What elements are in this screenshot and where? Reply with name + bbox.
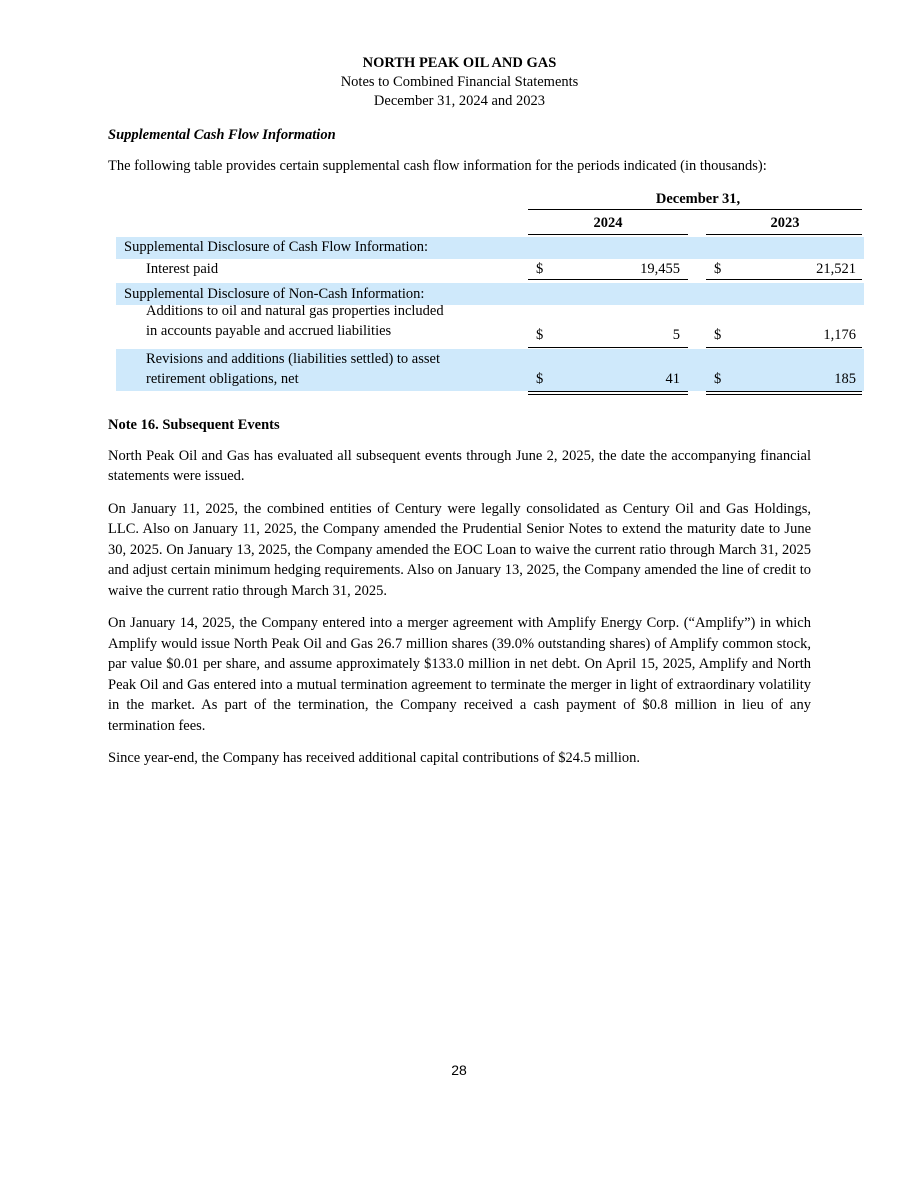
row-label-revisions-1: Revisions and additions (liabilities settled) to asset <box>146 350 440 367</box>
statement-period: December 31, 2024 and 2023 <box>373 93 546 109</box>
interest-2023: 21,521 <box>816 260 856 277</box>
currency-symbol: $ <box>714 260 722 277</box>
table-row <box>116 283 864 305</box>
interest-underline-2023 <box>706 279 862 280</box>
page-content <box>108 54 856 769</box>
statement-subtitle: Notes to Combined Financial Statements <box>340 74 579 90</box>
period-underline <box>528 209 862 210</box>
table-year-row <box>108 215 864 235</box>
row-label-additions-1: Additions to oil and natural gas properties included <box>146 302 444 319</box>
col-header-2023: 2023 <box>770 214 800 231</box>
revisions-2023: 185 <box>834 370 856 387</box>
additions-underline-2023 <box>706 347 862 348</box>
total-double-underline-2023 <box>706 391 862 395</box>
intro-paragraph: The following table provides certain supplemental cash flow information for the periods indicated (in thousands): <box>108 158 767 174</box>
additions-2024: 5 <box>672 326 680 343</box>
table-row <box>116 349 864 391</box>
revisions-2024: 41 <box>665 370 680 387</box>
period-header: December 31, <box>655 190 741 207</box>
cash-flow-table <box>108 190 856 405</box>
section-title: Supplemental Cash Flow Information <box>108 127 336 143</box>
table-row <box>116 237 864 259</box>
page-number: 28 <box>451 1062 467 1078</box>
currency-symbol: $ <box>536 326 544 343</box>
table-period-row <box>108 191 864 211</box>
year-underline-2023 <box>706 234 862 235</box>
group-label-non-cash: Supplemental Disclosure of Non-Cash Information: <box>124 285 425 302</box>
note-16-title: Note 16. Subsequent Events <box>108 416 280 433</box>
note-paragraph: On January 11, 2025, the combined entities of Century were legally consolidated as Century Oil and Gas Holdings, LLC. Also on January 11, 2025, the Company amended the Prudential Senior Notes to extend the maturity date to June 30, 2025. On January 13, 2025, the Company amended the EOC Loan to waive the current ratio through March 31, 2025 and adjust certain minimum hedging requirements. Also on January 13, 2025, the Company amended the line of credit to waive the current ratio through March 31, 2025. <box>108 500 811 599</box>
group-label-cash-flow: Supplemental Disclosure of Cash Flow Information: <box>124 238 429 255</box>
currency-symbol: $ <box>536 370 544 387</box>
additions-2023: 1,176 <box>823 326 856 343</box>
company-name: NORTH PEAK OIL AND GAS <box>362 55 557 71</box>
row-label-interest: Interest paid <box>146 260 219 277</box>
col-header-2024: 2024 <box>593 214 623 231</box>
interest-2024: 19,455 <box>640 260 680 277</box>
table-row <box>108 259 864 281</box>
currency-symbol: $ <box>714 326 722 343</box>
note-paragraph: Since year-end, the Company has received additional capital contributions of $24.5 million. <box>108 750 641 766</box>
additions-underline-2024 <box>528 347 688 348</box>
table-row <box>108 303 864 345</box>
note-paragraph: On January 14, 2025, the Company entered into a merger agreement with Amplify Energy Corp. (“Amplify”) in which Amplify would issue North Peak Oil and Gas 26.7 million shares (39.0% outstanding shares) of Amplify common stock, par value $0.01 per share, and assume approximately $133.0 million in net debt. On April 15, 2025, Amplify and North Peak Oil and Gas entered into a mutual termination agreement to terminate the merger in light of extraordinary volatility in the market. As part of the termination, the Company received a cash payment of $0.8 million in lieu of any termination fees. <box>108 615 811 734</box>
interest-underline-2024 <box>528 279 688 280</box>
row-label-additions-2: in accounts payable and accrued liabilities <box>146 322 392 339</box>
currency-symbol: $ <box>536 260 544 277</box>
total-double-underline-2024 <box>528 391 688 395</box>
year-underline-2024 <box>528 234 688 235</box>
currency-symbol: $ <box>714 370 722 387</box>
row-label-revisions-2: retirement obligations, net <box>146 370 299 387</box>
page-header <box>108 54 811 111</box>
note-paragraph: North Peak Oil and Gas has evaluated all subsequent events through June 2, 2025, the date the accompanying financial statements were issued. <box>108 447 811 484</box>
